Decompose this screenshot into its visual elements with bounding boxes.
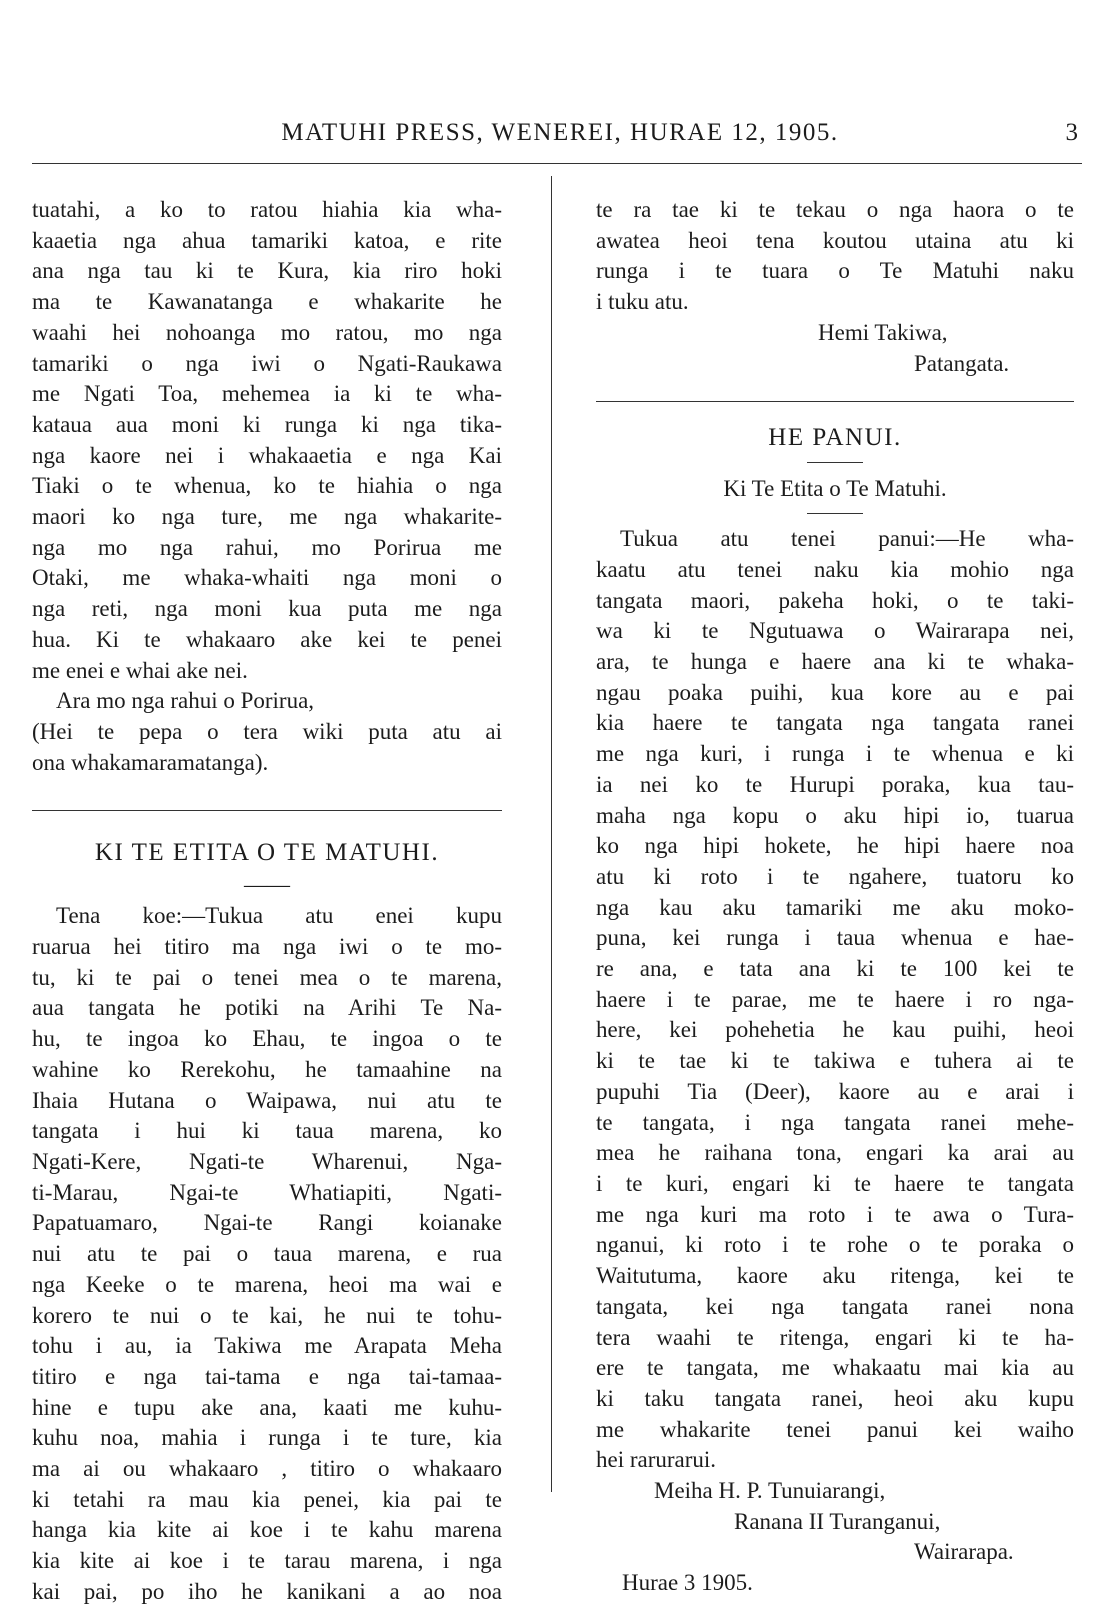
text-line: ana nga tau ki te Kura, kia riro hoki [32,258,502,284]
text-line: ma ai ou whakaaro , titiro o whakaaro [32,1456,502,1482]
text-line: te ra tae ki te tekau o nga haora o te [596,197,1074,222]
text-line: tangata, kei nga tangata ranei nona [596,1293,1074,1319]
text-line: hua. Ki te whakaaro ake kei te penei [32,626,502,652]
text-line: Papatuamaro, Ngai-te Rangi koianake [32,1210,502,1236]
text-line: tu, ki te pai o tenei mea o te marena, [32,964,502,990]
text-line: here, kei pohehetia he kau puihi, heoi [596,1017,1074,1043]
text-line: ona whakamaramatanga). [32,749,269,775]
rahui-note [32,717,502,778]
page-number: 3 [1065,119,1078,146]
text-line: hanga kia kite ai koe i te kahu marena [32,1517,502,1543]
text-line: titiro e nga tai-tama e nga tai-tamaa- [32,1363,502,1389]
letter-signature-place: Patangata. [914,350,1010,376]
text-line: haere i te parae, me te haere i ro nga- [596,986,1074,1012]
notice-heading: HE PANUI. [768,424,902,452]
letter-end [596,195,1074,318]
text-line: te tangata, i nga tangata ranei mehe- [596,1109,1074,1135]
rahui-line: Ara mo nga rahui o Porirua, [56,688,315,714]
notice-signature-name: Meiha H. P. Tunuiarangi, [654,1478,886,1504]
text-line: ki tetahi ra mau kia penei, kia pai te [32,1486,502,1512]
notice-subheading: Ki Te Etita o Te Matuhi. [723,476,947,502]
text-line: wahine ko Rerekohu, he tamaahine na [32,1056,502,1082]
text-line: Otaki, me whaka-whaiti nga moni o [32,565,502,591]
text-line: ti-Marau, Ngai-te Whatiapiti, Ngati- [32,1179,502,1205]
section-rule [32,810,502,811]
text-line: ere te tangata, me whakaatu mai kia au [596,1355,1074,1381]
letter-body [32,901,502,1607]
text-line: Tena koe:—Tukua atu enei kupu [56,903,502,929]
text-line: tohu i au, ia Takiwa me Arapata Meha [32,1333,502,1359]
header-rule [32,163,1082,164]
right-column [596,195,1074,1599]
text-line: tamariki o nga iwi o Ngati-Raukawa [32,350,502,376]
text-line: ngau poaka puihi, kua kore au e pai [596,679,1074,705]
section-rule [596,401,1074,402]
text-line: hei rarurarui. [596,1447,717,1473]
text-line: nui atu te pai o taua marena, e rua [32,1241,502,1267]
left-column [32,195,502,1608]
text-line: ko nga hipi hokete, he hipi haere noa [596,833,1074,859]
short-rule [807,462,863,463]
text-line: i tuku atu. [596,289,689,315]
text-line: Tiaki o te whenua, ko te hiahia o nga [32,473,502,499]
text-line: nga mo nga rahui, mo Porirua me [32,534,502,560]
text-line: Ngati-Kere, Ngati-te Wharenui, Nga- [32,1148,502,1174]
text-line: me enei e whai ake nei. [32,657,248,683]
text-line: korero te nui o te kai, he nui te tohu- [32,1302,502,1328]
text-line: ki te tae ki te takiwa e tuhera ai te [596,1048,1074,1074]
text-line: nga reti, nga moni kua puta me nga [32,596,502,622]
text-line: wa ki te Ngutuawa o Wairarapa nei, [596,618,1074,644]
continuation-paragraph [32,195,502,686]
page-header-title: MATUHI PRESS, WENEREI, HURAE 12, 1905. [281,119,839,146]
text-line: re ana, e tata ana ki te 100 kei te [596,956,1074,982]
text-line: nga kaore nei i whakaaetia e nga Kai [32,442,502,468]
text-line: ruarua hei titiro ma nga iwi o te mo- [32,934,502,960]
column-divider [551,176,552,1492]
letter-heading: KI TE ETITA O TE MATUHI. [94,839,440,867]
text-line: i te kuri, engari ki te haere te tangata [596,1170,1074,1196]
text-line: Waitutuma, kaore aku ritenga, kei te [596,1263,1074,1289]
short-rule [807,513,863,514]
text-line: kia haere te tangata nga tangata ranei [596,710,1074,736]
text-line: pupuhi Tia (Deer), kaore au e arai i [596,1078,1074,1104]
text-line: atu ki roto i te ngahere, tuatoru ko [596,863,1074,889]
text-line: kuhu noa, mahia i runga i te ture, kia [32,1425,502,1451]
text-line: nganui, ki roto i te rohe o te poraka o [596,1232,1074,1258]
text-line: maha nga kopu o aku hipi io, tuarua [596,802,1074,828]
letter-heading-dash: —— [244,872,290,898]
text-line: nga kau aku tamariki me aku moko- [596,894,1074,920]
notice-date: Hurae 3 1905. [622,1570,753,1596]
text-line: awatea heoi tena koutou utaina atu ki [596,227,1074,253]
text-line: Tukua atu tenei panui:—He wha- [620,526,1074,552]
text-line: mea he raihana tona, engari ka arai au [596,1140,1074,1166]
text-line: (Hei te pepa o tera wiki puta atu ai [32,718,502,744]
text-line: nga Keeke o te marena, heoi ma wai e [32,1271,502,1297]
text-line: tangata i hui ki taua marena, ko [32,1118,502,1144]
text-line: tangata maori, pakeha hoki, o te taki- [596,587,1074,613]
notice-body [596,524,1074,1476]
letter-signature-name: Hemi Takiwa, [818,319,948,345]
text-line: waahi hei nohoanga mo ratou, mo nga [32,319,502,345]
text-line: maori ko nga ture, me nga whakarite- [32,504,502,530]
text-line: hu, te ingoa ko Ehau, te ingoa o te [32,1026,502,1052]
notice-signature-place: Ranana II Turanganui, [734,1508,941,1534]
text-line: tuatahi, a ko to ratou hiahia kia wha- [32,197,502,222]
text-line: kai pai, po iho he kanikani a ao noa [32,1578,502,1604]
text-line: tera waahi te ritenga, engari ki te ha- [596,1324,1074,1350]
text-line: kaaetia nga ahua tamariki katoa, e rite [32,227,502,253]
text-line: ma te Kawanatanga e whakarite he [32,289,502,315]
text-line: me whakarite tenei panui kei waiho [596,1416,1074,1442]
text-line: ia nei ko te Hurupi poraka, kua tau- [596,771,1074,797]
text-line: hine e tupu ake ana, kaati me kuhu- [32,1394,502,1420]
text-line: me Ngati Toa, mehemea ia ki te wha- [32,381,502,407]
text-line: puna, kei runga i taua whenua e hae- [596,925,1074,951]
text-line: me nga kuri, i runga i te whenua e ki [596,741,1074,767]
text-line: kia kite ai koe i te tarau marena, i nga [32,1548,502,1574]
notice-signature-district: Wairarapa. [914,1539,1014,1565]
text-line: aua tangata he potiki na Arihi Te Na- [32,995,502,1021]
text-line: kataua aua moni ki runga ki nga tika- [32,411,502,437]
text-line: ara, te hunga e haere ana ki te whaka- [596,649,1074,675]
text-line: kaatu atu tenei naku kia mohio nga [596,556,1074,582]
text-line: me nga kuri ma roto i te awa o Tura- [596,1201,1074,1227]
text-line: ki taku tangata ranei, heoi aku kupu [596,1385,1074,1411]
text-line: runga i te tuara o Te Matuhi naku [596,258,1074,284]
text-line: Ihaia Hutana o Waipawa, nui atu te [32,1087,502,1113]
